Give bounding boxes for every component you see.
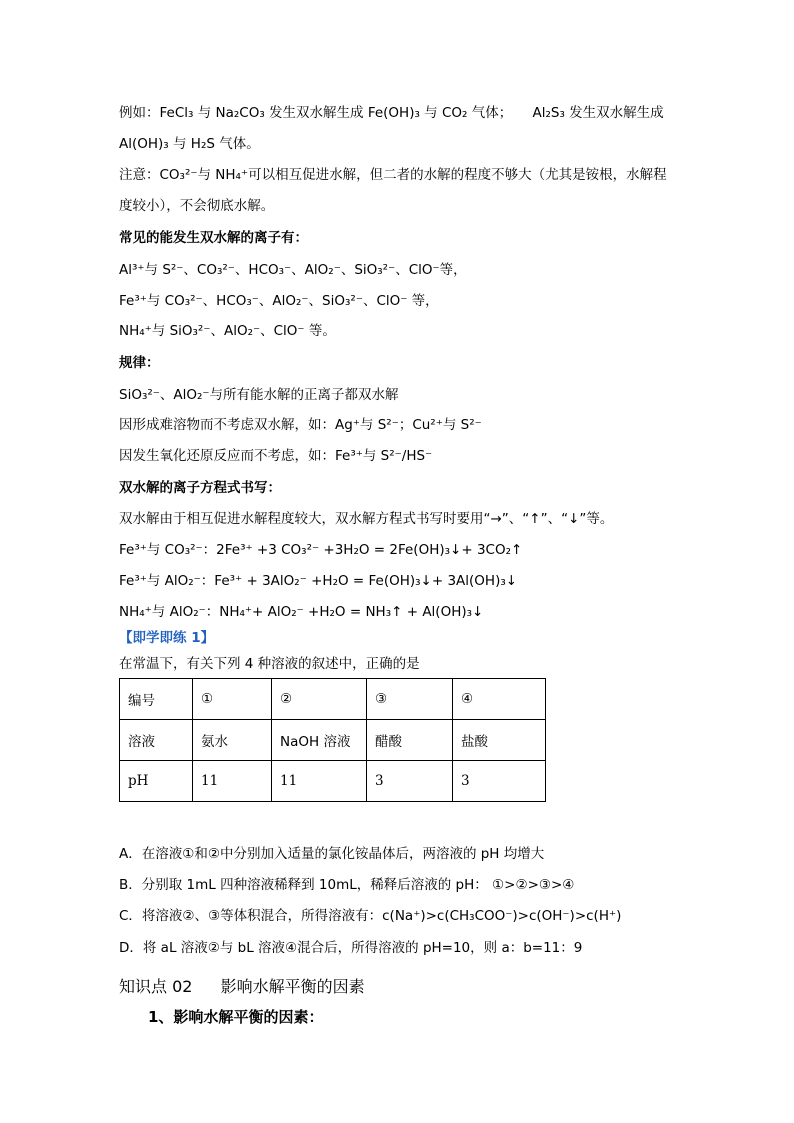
line-fe-ions: Fe³⁺与 CO₃²⁻、HCO₃⁻、AlO₂⁻、SiO₃²⁻、ClO⁻ 等， xyxy=(119,293,439,309)
table-cell: 11 xyxy=(272,761,367,802)
heading-common-ions: 常见的能发生双水解的离子有： xyxy=(119,230,308,246)
table-cell: ④ xyxy=(453,679,546,720)
line-note-2: 度较小），不会彻底水解。 xyxy=(119,198,275,214)
table-cell: NaOH 溶液 xyxy=(272,720,367,761)
table-cell: 11 xyxy=(193,761,272,802)
table-row xyxy=(120,720,546,761)
equation-fe-alo2: Fe³⁺与 AlO₂⁻：Fe³⁺ + 3AlO₂⁻ +H₂O = Fe(OH)₃↓+ 3Al(OH)₃↓ xyxy=(119,573,518,589)
table-cell: ① xyxy=(193,679,272,720)
line-rule-1: SiO₃²⁻、AlO₂⁻与所有能水解的正离子都双水解 xyxy=(119,387,399,403)
line-al-ions: Al³⁺与 S²⁻、CO₃²⁻、HCO₃⁻、AlO₂⁻、SiO₃²⁻、ClO⁻等， xyxy=(119,262,467,278)
exercise-heading: 【即学即练 1】 xyxy=(119,630,215,646)
table-row xyxy=(120,679,546,720)
section-title: 影响水解平衡的因素 xyxy=(220,977,365,996)
exercise-question: 在常温下，有关下列 4 种溶液的叙述中，正确的是 xyxy=(119,656,420,672)
line-example-1: 例如：FeCl₃ 与 Na₂CO₃ 发生双水解生成 Fe(OH)₃ 与 CO₂ 气体； Al₂S₃ 发生双水解生成 xyxy=(119,105,664,121)
line-rule-2: 因形成难溶物而不考虑双水解，如：Ag⁺与 S²⁻；Cu²⁺与 S²⁻ xyxy=(119,417,482,433)
section-heading xyxy=(119,974,365,997)
line-note-1: 注意：CO₃²⁻与 NH₄⁺可以相互促进水解，但二者的水解的程度不够大（尤其是铵根，水解程 xyxy=(119,167,667,183)
table-cell: 3 xyxy=(367,761,453,802)
table-row xyxy=(120,761,546,802)
section-code: 知识点 02 xyxy=(119,977,193,996)
option-c: C．将溶液②、③等体积混合，所得溶液有：c(Na⁺)>c(CH₃COO⁻)>c(OH⁻)>c(H⁺) xyxy=(119,908,622,924)
option-d: D．将 aL 溶液②与 bL 溶液④混合后，所得溶液的 pH=10，则 a：b=11：9 xyxy=(119,940,583,956)
heading-equations: 双水解的离子方程式书写： xyxy=(119,480,281,496)
heading-rules: 规律： xyxy=(119,355,160,371)
equation-nh4-alo2: NH₄⁺与 AlO₂⁻：NH₄⁺+ AlO₂⁻ +H₂O = NH₃↑ + Al(OH)₃↓ xyxy=(119,604,484,620)
subheading: 1、影响水解平衡的因素： xyxy=(148,1008,324,1026)
table-cell: 醋酸 xyxy=(367,720,453,761)
line-rule-3: 因发生氧化还原反应而不考虑，如：Fe³⁺与 S²⁻/HS⁻ xyxy=(119,448,433,464)
option-a: A．在溶液①和②中分别加入适量的氯化铵晶体后，两溶液的 pH 均增大 xyxy=(119,846,545,862)
table-cell: 3 xyxy=(453,761,546,802)
table-cell: 编号 xyxy=(120,679,193,720)
line-nh4-ions: NH₄⁺与 SiO₃²⁻、AlO₂⁻、ClO⁻ 等。 xyxy=(119,323,336,339)
table-cell: pH xyxy=(120,761,193,802)
table-cell: 盐酸 xyxy=(453,720,546,761)
line-equation-intro: 双水解由于相互促进水解程度较大，双水解方程式书写时要用“→”、“↑”、“↓”等。 xyxy=(119,511,614,527)
table-cell: ③ xyxy=(367,679,453,720)
table-cell: 溶液 xyxy=(120,720,193,761)
solutions-table xyxy=(119,678,546,802)
option-b: B．分别取 1mL 四种溶液稀释到 10mL，稀释后溶液的 pH： ①>②>③>④ xyxy=(119,877,575,893)
equation-fe-co3: Fe³⁺与 CO₃²⁻：2Fe³⁺ +3 CO₃²⁻ +3H₂O = 2Fe(OH)₃↓+ 3CO₂↑ xyxy=(119,542,523,558)
table-cell: ② xyxy=(272,679,367,720)
table-cell: 氨水 xyxy=(193,720,272,761)
line-example-2: Al(OH)₃ 与 H₂S 气体。 xyxy=(119,136,260,152)
